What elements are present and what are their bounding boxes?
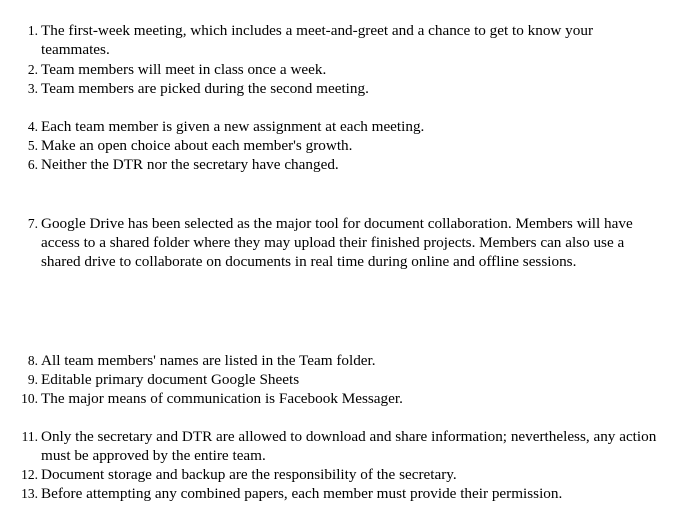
list-item-number: 13. [21,486,38,501]
list-item-text: Each team member is given a new assignment at each meeting. [41,118,425,135]
list-item-text: All team members' names are listed in the Team folder. [41,352,376,369]
list-item-number: 11. [21,429,38,444]
list-item-text: Google Drive has been selected as the major tool for document collaboration. Members will have access to a shared folder where they may upload their finished projects. Members can also use a shared drive to collaborate on documents in real time during online and offline sessions. [41,215,633,270]
list-item-text: Team members will meet in class once a week. [41,61,327,78]
list-item-number: 5. [27,138,38,153]
list-item-number: 1. [27,23,38,38]
list-item-text: Only the secretary and DTR are allowed to download and share information; nevertheless, any action must be approved by the entire team. [41,428,657,464]
list-item-number: 7. [27,216,38,231]
list-item-text: The first-week meeting, which includes a meet-and-greet and a chance to get to know your teammates. [41,22,594,58]
list-item-number: 4. [27,119,38,134]
list-item-number: 8. [27,353,38,368]
list-item-number: 10. [21,391,38,406]
list-item-text: Editable primary document Google Sheets [41,371,300,388]
list-item-number: 6. [27,157,38,172]
list-item-number: 2. [27,62,38,77]
list-item-text: Document storage and backup are the responsibility of the secretary. [41,466,457,483]
list-item-text: The major means of communication is Facebook Messager. [41,390,403,407]
list-item-number: 9. [27,372,38,387]
list-item-number: 3. [27,81,38,96]
list-item-text: Make an open choice about each member's growth. [41,137,353,154]
list-item-number: 12. [21,467,38,482]
list-item-text: Neither the DTR nor the secretary have changed. [41,156,339,173]
list-item-text: Before attempting any combined papers, each member must provide their permission. [41,485,563,502]
list-item-text: Team members are picked during the second meeting. [41,80,369,97]
